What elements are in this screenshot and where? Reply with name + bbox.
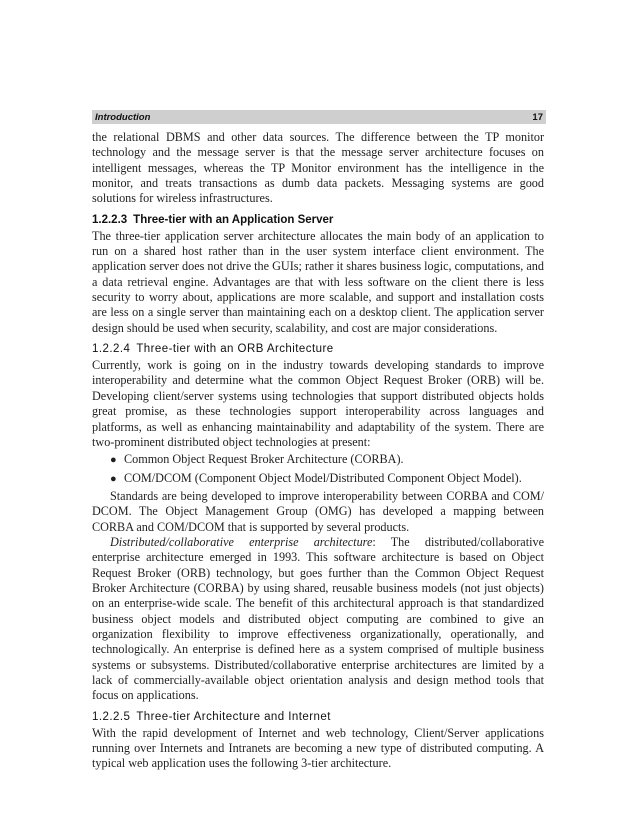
paragraph-application-server: The three-tier application server architecture allocates the main body of an application to run on a shared host rather than in the user system interface client environment. The application server does not drive the GUIs; rather it shares business logic, computations, and a data retrieval engine. Advantages are that with less software on the client there is less security to worry about, applications are more scalable, and support and installation costs are less on a single server than maintaining each on a desktop client. The application server design should be used when security, scalability, and cost are major considerations. [92, 228, 544, 335]
bullet-icon: ● [110, 454, 117, 467]
paragraph-text: : The distributed/collaborative enterprise architecture emerged in 1993. This software architecture is based on Object Request Broker (ORB) technology, but goes further than the Common Object Request Broker Architecture (CORBA) by using shared, reusable business models (not just objects) on an enterprise-wide scale. The benefit of this architectural approach is that standardized business object models and distributed object computing are combined to give an organization flexibility to improve effectiveness organizationally, operationally, and technologically. An enterprise is defined here as a system comprised of multiple business systems or subsystems. Distributed/collaborative enterprise architectures are limited by a lack of commercially-available object orientation analysis and design method tools that focus on applications. [92, 534, 544, 703]
list-item-text: COM/DCOM (Component Object Model/Distributed Component Object Model). [124, 470, 522, 485]
defined-term: Distributed/collaborative enterprise architecture [110, 534, 373, 549]
list-item [110, 452, 544, 468]
running-header [92, 110, 546, 124]
section-number: 1.2.2.5 [92, 710, 131, 723]
bullet-icon: ● [110, 472, 117, 485]
section-title: Three-tier with an Application Server [133, 213, 334, 226]
list-item-text: Common Object Request Broker Architecture (CORBA). [124, 452, 404, 467]
section-title: Three-tier Architecture and Internet [136, 710, 331, 723]
page-number: 17 [532, 111, 543, 123]
section-number: 1.2.2.4 [92, 343, 131, 356]
section-title: Three-tier with an ORB Architecture [136, 343, 334, 356]
section-heading-internet [92, 710, 544, 725]
bullet-list [92, 452, 544, 487]
list-item [110, 471, 544, 487]
paragraph-internet: With the rapid development of Internet and web technology, Client/Server applications running over Internets and Intranets are becoming a new type of distributed computing. A typical web application uses the following 3-tier architecture. [92, 725, 544, 771]
paragraph-orb: Currently, work is going on in the industry towards developing standards to improve interoperability and determine what the common Object Request Broker (ORB) will be. Developing client/server systems using technologies that support distributed objects holds great promise, as these technologies support interoperability across languages and platforms, as well as enhancing maintainability and adaptability of the system. There are two-prominent distributed object technologies at present: [92, 358, 544, 449]
running-head-title: Introduction [95, 111, 151, 123]
page-body [92, 130, 544, 772]
paragraph-distributed-enterprise [92, 535, 544, 704]
paragraph-intro: the relational DBMS and other data sources. The difference between the TP monitor technology and the message server is that the message server architecture focuses on intelligent messages, whereas the TP Monitor environment has the intelligence in the monitor, and treats transactions as dumb data packets. Messaging systems are good solutions for wireless infrastructures. [92, 130, 544, 206]
section-number: 1.2.2.3 [92, 213, 128, 226]
section-heading-orb [92, 342, 544, 357]
paragraph-standards: Standards are being developed to improve interoperability between CORBA and COM/ DCOM. The Object Management Group (OMG) has developed a mapping between CORBA and COM/DCOM that is supported by several products. [92, 488, 544, 534]
section-heading-application-server [92, 213, 544, 228]
